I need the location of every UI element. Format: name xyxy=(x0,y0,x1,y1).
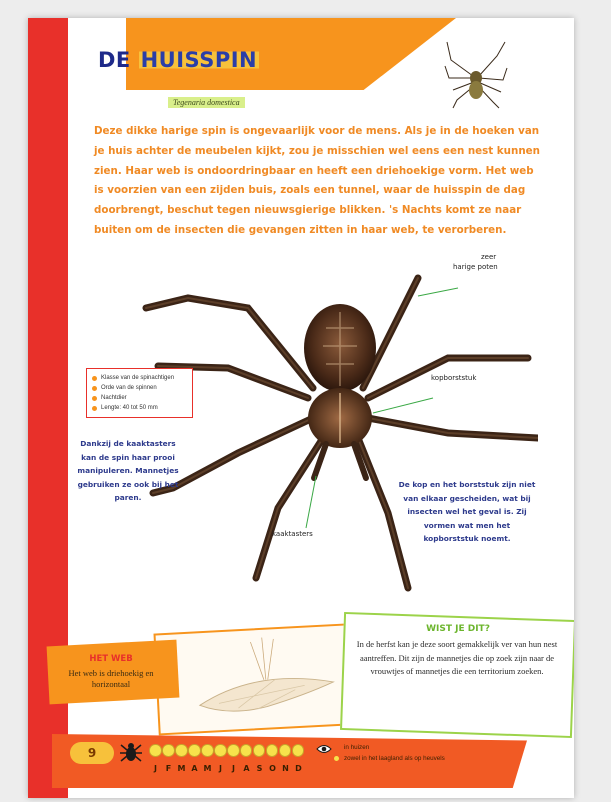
did-you-know-text: In de herfst kan je deze soort gemakkelijk ver van hun nest aantreffen. Dit zijn de mannetjes die op zoek zijn naar de vrouwtjes of mannetjes die een territorium zoeken. xyxy=(356,639,558,677)
fact-item: Orde van de spinnen xyxy=(92,383,187,393)
month-dot xyxy=(266,744,279,757)
month-dot xyxy=(201,744,214,757)
label-cephalothorax: kopborststuk xyxy=(431,374,477,382)
bug-icon xyxy=(118,740,144,766)
month-dot xyxy=(253,744,266,757)
month-letter: M xyxy=(177,764,186,773)
small-spider-illustration xyxy=(443,38,509,110)
web-illustration xyxy=(156,625,367,734)
facts-box xyxy=(86,368,193,418)
book-page xyxy=(28,18,574,798)
month-letter: F xyxy=(165,764,172,773)
month-dot xyxy=(240,744,253,757)
web-box-title: HET WEB xyxy=(89,654,133,664)
month-dot xyxy=(292,744,305,757)
month-dot xyxy=(175,744,188,757)
month-letter: S xyxy=(256,764,263,773)
label-hairy-legs-line1: zeer xyxy=(481,253,497,261)
month-dot xyxy=(162,744,175,757)
label-hairy-legs xyxy=(453,252,513,272)
month-dot xyxy=(279,744,292,757)
month-letter: J xyxy=(219,764,222,773)
month-letter: A xyxy=(191,764,198,773)
fact-item: Klasse van de spinachtigen xyxy=(92,373,187,383)
title-prefix: DE xyxy=(98,48,131,72)
month-letter: A xyxy=(243,764,250,773)
month-letters xyxy=(149,764,305,773)
month-letter: N xyxy=(282,764,289,773)
web-illustration-frame xyxy=(153,623,368,736)
fact-item: Nachtdier xyxy=(92,393,187,403)
month-dot xyxy=(188,744,201,757)
activity-dots xyxy=(149,744,305,760)
page-number: 9 xyxy=(70,742,114,764)
month-letter: M xyxy=(203,764,212,773)
month-letter: D xyxy=(295,764,302,773)
page-title xyxy=(98,48,259,72)
latin-name: Tegenaria domestica xyxy=(168,97,245,108)
month-letter: O xyxy=(269,764,276,773)
habitat-item: in huizen xyxy=(344,744,370,751)
intro-text: Deze dikke harige spin is ongevaarlijk voor de mens. Als je in de hoeken van je huis achter de meubelen kijkt, zou je misschien wel eens een nest kunnen zien. Haar web is ondoordringbaar en heeft een driehoekige vorm. Het web is voorzien van een zijden buis, zoals een tunnel, waar de huisspin de dag doorbrengt, beschut tegen nieuwsgierige blikken. 's Nachts komt ze naar buiten om de insecten die gevangen zitten in haar web, te verorberen. xyxy=(94,125,540,236)
month-dot xyxy=(227,744,240,757)
month-dot xyxy=(214,744,227,757)
fact-item: Lengte: 40 tot 50 mm xyxy=(92,403,187,413)
did-you-know-title: WIST JE DIT? xyxy=(426,624,490,634)
web-box-text: Het web is driehoekig en horizontaal xyxy=(68,668,154,689)
label-palps: kaaktasters xyxy=(272,530,313,538)
habitat-list xyxy=(320,742,445,764)
label-hairy-legs-line2: harige poten xyxy=(453,263,498,271)
habitat-item: zowel in het laagland als op heuvels xyxy=(320,753,445,764)
month-letter: J xyxy=(232,764,235,773)
title-main: HUISSPIN xyxy=(140,48,258,72)
note-cephalothorax: De kop en het borststuk zijn niet van elkaar gescheiden, wat bij insecten wel het geval is. Zij vormen wat men het kopborststuk noemt. xyxy=(398,480,536,543)
month-dot xyxy=(149,744,162,757)
note-palps: Dankzij de kaaktasters kan de spin haar prooi manipuleren. Mannetjes gebruiken ze ook bij het paren. xyxy=(77,439,179,502)
month-letter: J xyxy=(154,764,157,773)
